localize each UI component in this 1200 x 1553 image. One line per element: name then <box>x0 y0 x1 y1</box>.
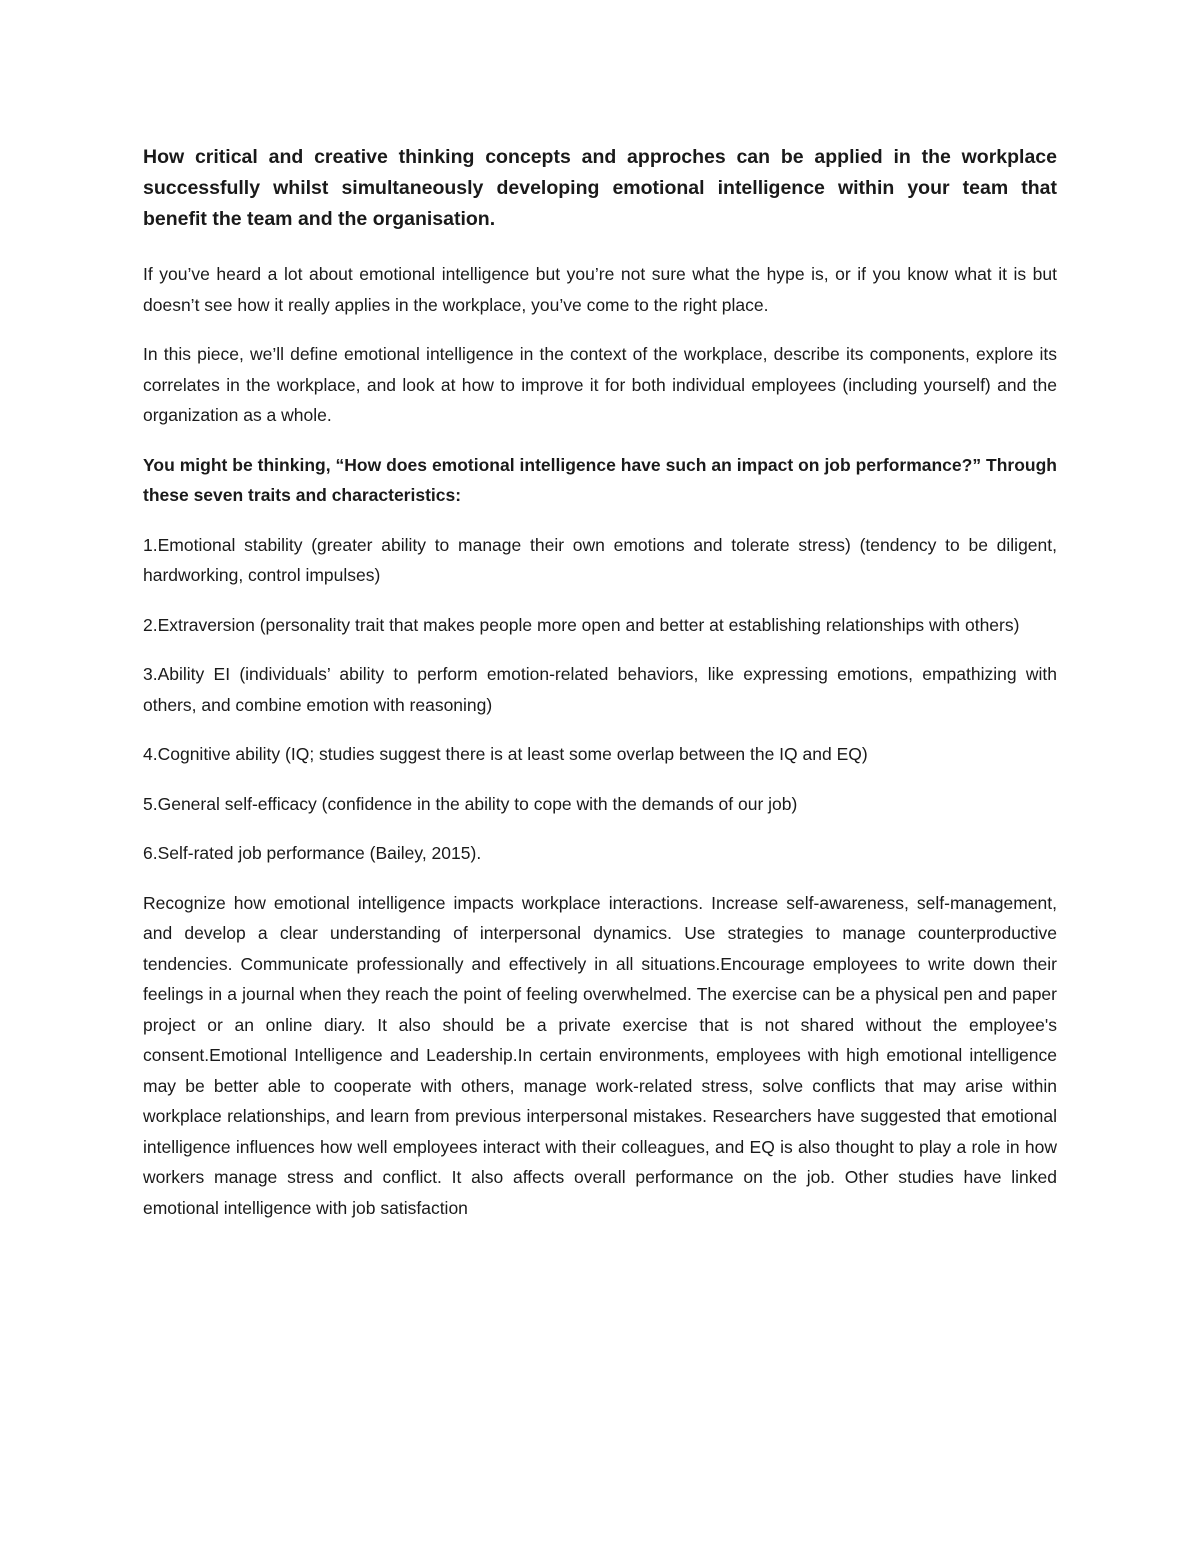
trait-item-4: 4.Cognitive ability (IQ; studies suggest there is at least some overlap between the IQ and EQ) <box>143 744 868 764</box>
piece-paragraph: In this piece, we’ll define emotional intelligence in the context of the workplace, describe its components, explore its correlates in the workplace, and look at how to improve it for both individual employees (including yourself) and the organization as a whole. <box>143 344 1057 425</box>
document-body <box>143 142 1057 1242</box>
trait-item-6: 6.Self-rated job performance (Bailey, 2015). <box>143 843 482 863</box>
trait-item-1: 1.Emotional stability (greater ability to manage their own emotions and tolerate stress) (tendency to be diligent, hardworking, control impulses) <box>143 534 1057 585</box>
trait-item-5: 5.General self-efficacy (confidence in the ability to cope with the demands of our job) <box>143 793 798 814</box>
intro-paragraph: If you’ve heard a lot about emotional intelligence but you’re not sure what the hype is, or if you know what it is but doesn’t see how it really applies in the workplace, you’ve come to the right place. <box>143 264 1057 315</box>
document-title: How critical and creative thinking concepts and approches can be applied in the workplace successfully whilst simultaneously developing emotional intelligence within your team that benefit the team and the organisation. <box>143 146 1057 230</box>
closing-paragraph: Recognize how emotional intelligence impacts workplace interactions. Increase self-awareness, self-management, and develop a clear understanding of interpersonal dynamics. Use strategies to manage counterproductive tendencies. Communicate professionally and effectively in all situations.Encourage employees to write down their feelings in a journal when they reach the point of feeling overwhelmed. The exercise can be a physical pen and paper project or an online diary. It also should be a private exercise that is not shared without the employee's consent.Emotional Intelligence and Leadership.In certain environments, employees with high emotional intelligence may be better able to cooperate with others, manage work-related stress, solve conflicts that may arise within workplace relationships, and learn from previous interpersonal mistakes. Researchers have suggested that emotional intelligence influences how well employees interact with their colleagues, and EQ is also thought to play a role in how workers manage stress and conflict. It also affects overall performance on the job. Other studies have linked emotional intelligence with job satisfaction <box>143 892 1057 1218</box>
trait-item-2: 2.Extraversion (personality trait that makes people more open and better at establishing relationships with others) <box>143 614 1020 635</box>
trait-item-3: 3.Ability EI (individuals’ ability to perform emotion-related behaviors, like expressing emotions, empathizing with others, and combine emotion with reasoning) <box>143 664 1057 715</box>
question-paragraph: You might be thinking, “How does emotional intelligence have such an impact on job performance?” Through these seven traits and characteristics: <box>143 454 1057 505</box>
